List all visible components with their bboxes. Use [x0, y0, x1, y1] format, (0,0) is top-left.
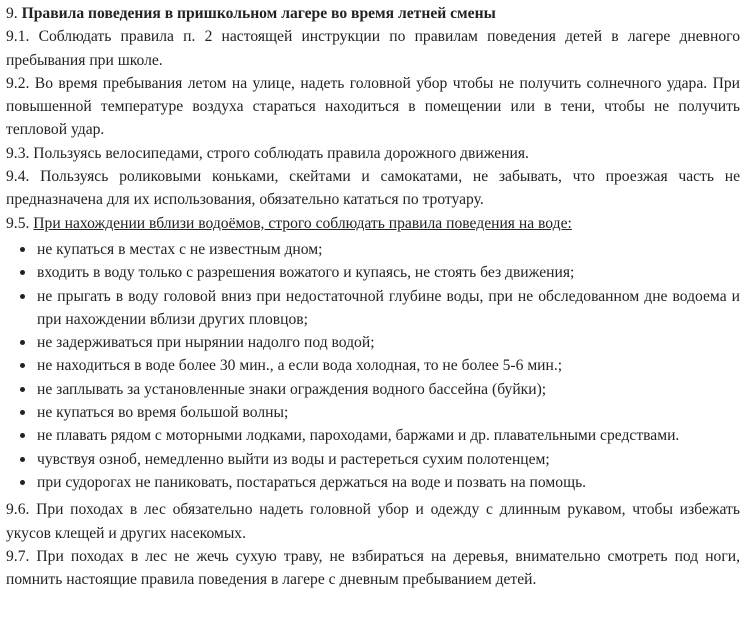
list-item-text: входить в воду только с разрешения вожатого и купаясь, не стоять без движения;	[37, 264, 575, 282]
paragraph-9-1: 9.1. Соблюдать правила п. 2 настоящей инструкции по правилам поведения детей в лагере дневного пребывания при школе.	[6, 28, 740, 69]
bullet-icon	[20, 294, 25, 299]
bullet-icon	[20, 340, 25, 345]
bullet-icon	[20, 433, 25, 438]
list-item	[19, 471, 740, 494]
water-rules-list	[6, 238, 740, 494]
list-item	[19, 424, 740, 447]
bullet-icon	[20, 363, 25, 368]
paragraph-9-5-number: 9.5.	[6, 214, 30, 232]
list-item-text: при судорогах не паниковать, постараться держаться на воде и позвать на помощь.	[37, 473, 587, 491]
bullet-icon	[20, 247, 25, 252]
list-item	[19, 401, 740, 424]
list-item	[19, 331, 740, 354]
paragraph-9-5	[6, 212, 740, 235]
list-item	[19, 448, 740, 471]
list-item-text: не заплывать за установленные знаки ограждения водного бассейна (буйки);	[37, 380, 547, 398]
paragraph-9-3: 9.3. Пользуясь велосипедами, строго соблюдать правила дорожного движения.	[6, 144, 529, 162]
list-item-text: не купаться во время большой волны;	[37, 404, 289, 422]
list-item-text: не плавать рядом с моторными лодками, пароходами, баржами и др. плавательными средствами.	[37, 427, 680, 445]
list-item-text: не задерживаться при нырянии надолго под водой;	[37, 334, 375, 352]
list-item-text: не купаться в местах с не известным дном;	[37, 240, 323, 258]
list-item	[19, 261, 740, 284]
section-number: 9.	[6, 5, 18, 22]
list-item-text: не прыгать в воду головой вниз при недостаточной глубине воды, при не обследованном дне водоема и при нахождении вблизи других пловцов;	[37, 287, 740, 328]
list-item-text: не находиться в воде более 30 мин., а если вода холодная, то не более 5-6 мин.;	[37, 357, 563, 375]
list-item	[19, 238, 740, 261]
bullet-icon	[20, 270, 25, 275]
list-item-text: чувствуя озноб, немедленно выйти из воды и растереться сухим полотенцем;	[37, 450, 550, 468]
paragraph-9-4: 9.4. Пользуясь роликовыми коньками, скейтами и самокатами, не забывать, что проезжая часть не предназначена для их использования, обязательно кататься по тротуару.	[6, 168, 740, 209]
list-item	[19, 285, 740, 332]
paragraph-9-6: 9.6. При походах в лес обязательно надеть головной убор и одежду с длинным рукавом, чтобы избежать укусов клещей и других насекомых.	[6, 501, 740, 542]
paragraph-9-5-text: При нахождении вблизи водоёмов, строго соблюдать правила поведения на воде:	[33, 214, 572, 232]
bullet-icon	[20, 387, 25, 392]
paragraph-9-7: 9.7. При походах в лес не жечь сухую траву, не взбираться на деревья, внимательно смотреть под ноги, помнить настоящие правила поведения в лагере с дневным пребыванием детей.	[6, 547, 740, 589]
bullet-icon	[20, 457, 25, 462]
section-heading	[6, 2, 740, 25]
list-item	[19, 354, 740, 377]
paragraph-9-2: 9.2. Во время пребывания летом на улице, надеть головной убор чтобы не получить солнечного удара. При повышенной температуре воздуха стараться находиться в помещении или в тени, чтобы не получить тепловой удар.	[6, 74, 740, 139]
list-item	[19, 378, 740, 401]
section-title: Правила поведения в пришкольном лагере во время летней смены	[21, 5, 496, 22]
bullet-icon	[20, 480, 25, 485]
bullet-icon	[20, 410, 25, 415]
